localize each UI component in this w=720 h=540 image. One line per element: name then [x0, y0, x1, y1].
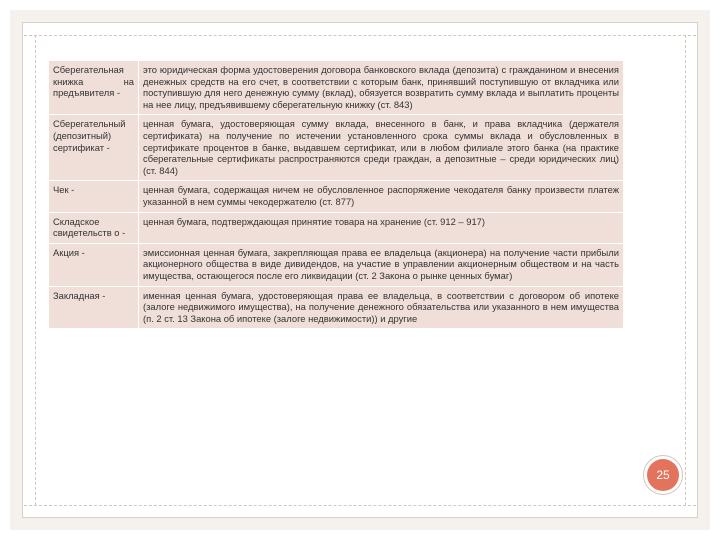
term-cell: Складское свидетельств о - — [49, 212, 139, 243]
term-cell: Акция - — [49, 243, 139, 286]
term-cell: Закладная - — [49, 286, 139, 329]
definition-cell: именная ценная бумага, удостоверяющая права ее владельца, в соответствии с договором об ипотеке (залоге недвижимого имущества), на получение денежного обязательства или указанного в нем имущества (п. 2 ст. 13 Закона об ипотеке (залоге недвижимости)) и другие — [139, 286, 624, 329]
definition-cell: эмиссионная ценная бумага, закрепляющая права ее владельца (акционера) на получение части прибыли акционерного общества в виде дивидендов, на участие в управлении акционерным обществом и на часть имущества, остающегося после его ликвидации (ст. 2 Закона о рынке ценных бумаг) — [139, 243, 624, 286]
table-row — [49, 243, 624, 286]
left-dashed-border — [35, 35, 36, 505]
term-cell: Чек - — [49, 181, 139, 212]
table-row — [49, 115, 624, 181]
top-dashed-border — [24, 35, 696, 36]
table-row — [49, 286, 624, 329]
bottom-dashed-border — [24, 505, 696, 506]
definition-cell: это юридическая форма удостоверения договора банковского вклада (депозита) с гражданином и внесения денежных средств на его счет, в соответствии с которым банк, принявший поступившую от вкладчика или поступившую для него денежную сумму (вклад), обязуется возвратить сумму вклада и выплатить проценты на нее лицу, предъявившему сберегательную книжку (ст. 843) — [139, 61, 624, 115]
table-row — [49, 212, 624, 243]
definition-cell: ценная бумага, удостоверяющая сумму вклада, внесенного в банк, и права вкладчика (держателя сертификата) на получение по истечении установленного срока суммы вклада и обусловленных в сертификате процентов в банке, выдавшем сертификат, или в любом филиале этого банка (на практике сберегательные сертификаты распространяются среди граждан, а депозитные – среди юридических лиц) (ст. 844) — [139, 115, 624, 181]
definition-cell: ценная бумага, подтверждающая принятие товара на хранение (ст. 912 – 917) — [139, 212, 624, 243]
table-row — [49, 61, 624, 115]
definitions-table — [48, 60, 624, 329]
term-cell: Сберегательный (депозитный) сертификат - — [49, 115, 139, 181]
right-dashed-border — [685, 35, 686, 505]
table-row — [49, 181, 624, 212]
definition-cell: ценная бумага, содержащая ничем не обусловленное распоряжение чекодателя банку произвести платеж указанной в нем суммы чекодержателю (ст. 877) — [139, 181, 624, 212]
page-number: 25 — [647, 459, 679, 491]
page-number-badge — [643, 455, 683, 495]
term-cell: Сберегательная книжка на предъявителя - — [49, 61, 139, 115]
